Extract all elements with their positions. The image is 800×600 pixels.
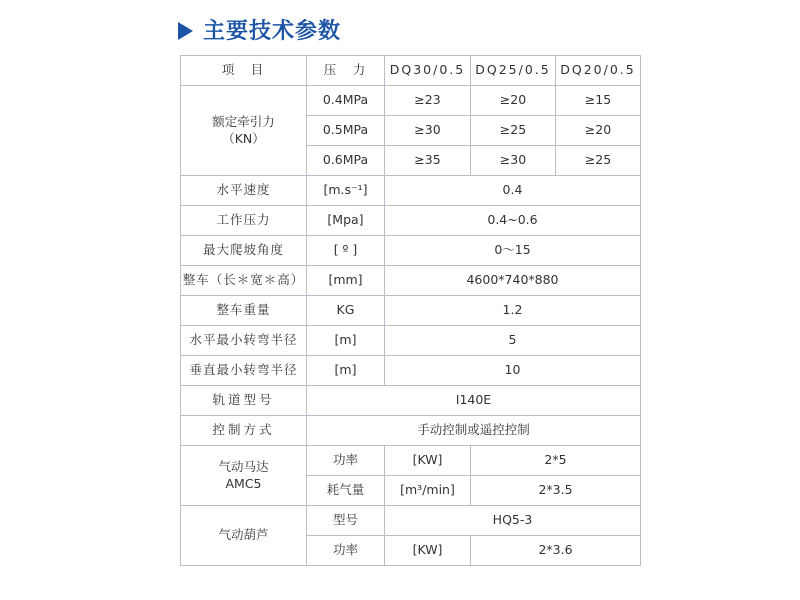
- cell-dq25-05: ≥25: [471, 116, 556, 146]
- table-row: [181, 296, 641, 326]
- cell-dq25-06: ≥30: [471, 146, 556, 176]
- table-row: [181, 326, 641, 356]
- cell-unit-max-climb-angle: [ º ]: [307, 236, 385, 266]
- cell-dq30-04: ≥23: [385, 86, 471, 116]
- cell-dq25-04: ≥20: [471, 86, 556, 116]
- cell-sub-hoist-model: 型号: [307, 506, 385, 536]
- cell-pressure-05: 0.5MPa: [307, 116, 385, 146]
- column-header-dq20: DQ20/0.5: [556, 56, 641, 86]
- cell-dq20-05: ≥20: [556, 116, 641, 146]
- triangle-right-icon: [178, 22, 193, 40]
- row-label-vertical-turn-radius: 垂直最小转弯半径: [181, 356, 307, 386]
- row-label-vehicle-dimensions: 整车（长＊宽＊高）: [181, 266, 307, 296]
- cell-value-air-motor-power: 2*5: [471, 446, 641, 476]
- row-label-rated-traction: [181, 86, 307, 176]
- cell-sub-air-motor-power: 功率: [307, 446, 385, 476]
- cell-unit-air-consumption: [m³/min]: [385, 476, 471, 506]
- cell-dq30-05: ≥30: [385, 116, 471, 146]
- cell-value-control-mode: 手动控制或遥控控制: [307, 416, 641, 446]
- table-row: [181, 176, 641, 206]
- cell-unit-working-pressure: [Mpa]: [307, 206, 385, 236]
- cell-unit-vertical-turn-radius: [m]: [307, 356, 385, 386]
- row-label-vehicle-weight: 整车重量: [181, 296, 307, 326]
- table-header-row: [181, 56, 641, 86]
- row-label-horizontal-turn-radius: 水平最小转弯半径: [181, 326, 307, 356]
- cell-value-max-climb-angle: 0～15: [385, 236, 641, 266]
- cell-sub-hoist-power: 功率: [307, 536, 385, 566]
- cell-value-rail-model: I140E: [307, 386, 641, 416]
- page-title-text: 主要技术参数: [203, 19, 342, 44]
- cell-unit-air-motor-power: [KW]: [385, 446, 471, 476]
- spec-table: [180, 55, 641, 566]
- column-header-pressure: 压 力: [307, 56, 385, 86]
- cell-value-vertical-turn-radius: 10: [385, 356, 641, 386]
- page-title: [178, 14, 341, 45]
- cell-unit-hoist-power: [KW]: [385, 536, 471, 566]
- column-header-dq30: DQ30/0.5: [385, 56, 471, 86]
- table-row: [181, 386, 641, 416]
- cell-dq20-06: ≥25: [556, 146, 641, 176]
- cell-unit-horizontal-speed: [m.s⁻¹]: [307, 176, 385, 206]
- cell-value-horizontal-turn-radius: 5: [385, 326, 641, 356]
- cell-value-hoist-model: HQ5-3: [385, 506, 641, 536]
- column-header-dq25: DQ25/0.5: [471, 56, 556, 86]
- table-row: [181, 206, 641, 236]
- row-label-air-motor: [181, 446, 307, 506]
- cell-value-air-consumption: 2*3.5: [471, 476, 641, 506]
- table-row: [181, 266, 641, 296]
- table-row: [181, 506, 641, 536]
- row-label-rail-model: 轨道型号: [181, 386, 307, 416]
- spec-table-container: [180, 55, 640, 566]
- table-row: [181, 416, 641, 446]
- cell-unit-horizontal-turn-radius: [m]: [307, 326, 385, 356]
- row-label-control-mode: 控制方式: [181, 416, 307, 446]
- row-label-line1: 气动马达: [218, 458, 269, 474]
- cell-dq30-06: ≥35: [385, 146, 471, 176]
- table-row: [181, 86, 641, 116]
- table-row: [181, 446, 641, 476]
- row-label-max-climb-angle: 最大爬坡角度: [181, 236, 307, 266]
- column-header-item: 项 目: [181, 56, 307, 86]
- cell-value-vehicle-weight: 1.2: [385, 296, 641, 326]
- row-label-working-pressure: 工作压力: [181, 206, 307, 236]
- cell-unit-vehicle-dimensions: [mm]: [307, 266, 385, 296]
- cell-pressure-06: 0.6MPa: [307, 146, 385, 176]
- table-row: [181, 356, 641, 386]
- cell-sub-air-consumption: 耗气量: [307, 476, 385, 506]
- cell-pressure-04: 0.4MPa: [307, 86, 385, 116]
- cell-value-horizontal-speed: 0.4: [385, 176, 641, 206]
- row-label-line2: AMC5: [225, 475, 262, 491]
- cell-unit-vehicle-weight: KG: [307, 296, 385, 326]
- row-label-air-hoist: 气动葫芦: [181, 506, 307, 566]
- cell-dq20-04: ≥15: [556, 86, 641, 116]
- table-row: [181, 236, 641, 266]
- cell-value-vehicle-dimensions: 4600*740*880: [385, 266, 641, 296]
- row-label-line2: （KN）: [222, 130, 265, 146]
- row-label-horizontal-speed: 水平速度: [181, 176, 307, 206]
- row-label-line1: 额定牵引力: [212, 113, 275, 129]
- cell-value-hoist-power: 2*3.6: [471, 536, 641, 566]
- cell-value-working-pressure: 0.4~0.6: [385, 206, 641, 236]
